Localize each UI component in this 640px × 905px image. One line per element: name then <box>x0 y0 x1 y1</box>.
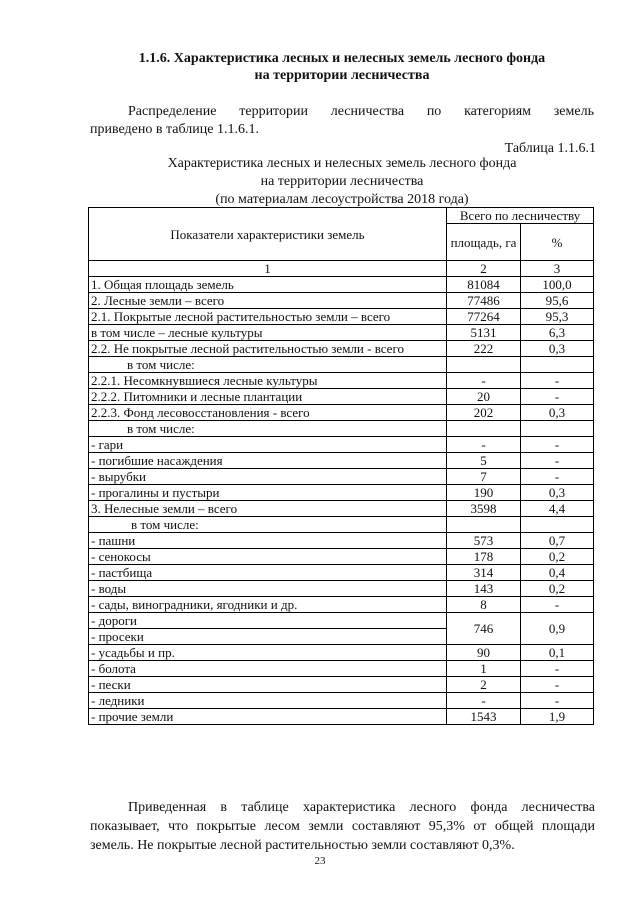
row-percent: 100,0 <box>521 277 594 293</box>
table-row <box>89 485 594 501</box>
table-number: Таблица 1.1.6.1 <box>504 141 596 156</box>
row-area: 77486 <box>447 293 521 309</box>
col-number: 2 <box>447 261 521 277</box>
row-label: - гари <box>89 437 447 453</box>
table-row <box>89 421 594 437</box>
row-label: 2.2.2. Питомники и лесные плантации <box>89 389 447 405</box>
land-characteristics-table <box>88 207 594 725</box>
row-label: 2.2.3. Фонд лесовосстановления - всего <box>89 405 447 421</box>
row-label: - ледники <box>89 693 447 709</box>
intro-paragraph <box>90 103 594 139</box>
row-percent: 0,3 <box>521 341 594 357</box>
row-label: в том числе: <box>89 357 447 373</box>
row-percent: 4,4 <box>521 501 594 517</box>
row-percent: 0,9 <box>521 613 594 645</box>
table-row <box>89 533 594 549</box>
row-area: 3598 <box>447 501 521 517</box>
row-area: 573 <box>447 533 521 549</box>
row-label: 3. Нелесные земли – всего <box>89 501 447 517</box>
row-area: 1543 <box>447 709 521 725</box>
row-area: 190 <box>447 485 521 501</box>
row-label: - воды <box>89 581 447 597</box>
header-indicator: Показатели характеристики земель <box>89 208 447 261</box>
table-row <box>89 565 594 581</box>
row-area <box>447 357 521 373</box>
row-label: - усадьбы и пр. <box>89 645 447 661</box>
row-area: 8 <box>447 597 521 613</box>
row-area: 746 <box>447 613 521 645</box>
intro-word: по <box>426 104 442 119</box>
header-percent: % <box>521 224 594 261</box>
row-label: - вырубки <box>89 469 447 485</box>
row-area <box>447 517 521 533</box>
row-label: 2.1. Покрытые лесной растительностью земли – всего <box>89 309 447 325</box>
row-area: 1 <box>447 661 521 677</box>
table-row <box>89 469 594 485</box>
row-percent: - <box>521 437 594 453</box>
table-row <box>89 549 594 565</box>
row-percent: - <box>521 469 594 485</box>
section-heading <box>90 50 594 84</box>
header-group: Всего по лесничеству <box>447 208 594 224</box>
row-percent: 6,3 <box>521 325 594 341</box>
intro-line2: приведено в таблице 1.1.6.1. <box>90 122 259 137</box>
table-row <box>89 645 594 661</box>
row-label: - прогалины и пустыри <box>89 485 447 501</box>
row-area <box>447 421 521 437</box>
row-label: - пастбища <box>89 565 447 581</box>
row-area: - <box>447 373 521 389</box>
row-percent: - <box>521 661 594 677</box>
intro-word: территории <box>239 104 308 119</box>
row-percent: 0,7 <box>521 533 594 549</box>
caption-line3: (по материалам лесоустройства 2018 года) <box>215 192 469 207</box>
row-percent <box>521 421 594 437</box>
table-row <box>89 677 594 693</box>
table-row <box>89 613 594 629</box>
table-row <box>89 501 594 517</box>
table-row <box>89 661 594 677</box>
row-label: в том числе: <box>89 421 447 437</box>
intro-word: земель <box>553 104 594 119</box>
caption-line2: на территории лесничества <box>260 174 424 189</box>
row-label: - сады, виноградники, ягодники и др. <box>89 597 447 613</box>
row-label: 2.2.1. Несомкнувшиеся лесные культуры <box>89 373 447 389</box>
row-percent: 0,2 <box>521 549 594 565</box>
row-label: 1. Общая площадь земель <box>89 277 447 293</box>
col-number: 3 <box>521 261 594 277</box>
row-label: в том числе: <box>89 517 447 533</box>
row-area: 77264 <box>447 309 521 325</box>
row-label: в том числе – лесные культуры <box>89 325 447 341</box>
row-area: 5131 <box>447 325 521 341</box>
row-percent: 0,2 <box>521 581 594 597</box>
row-area: - <box>447 693 521 709</box>
row-area: 143 <box>447 581 521 597</box>
row-area: 5 <box>447 453 521 469</box>
row-label: 2.2. Не покрытые лесной растительностью земли - всего <box>89 341 447 357</box>
row-area: 178 <box>447 549 521 565</box>
table-row <box>89 693 594 709</box>
header-area: площадь, га <box>447 224 521 261</box>
conclusion-paragraph <box>90 798 595 855</box>
table-row <box>89 373 594 389</box>
row-percent: 0,3 <box>521 405 594 421</box>
row-area: 222 <box>447 341 521 357</box>
table-row <box>89 357 594 373</box>
row-percent: 1,9 <box>521 709 594 725</box>
row-percent: 0,1 <box>521 645 594 661</box>
row-percent: - <box>521 693 594 709</box>
table-row <box>89 453 594 469</box>
table-row <box>89 597 594 613</box>
row-percent: - <box>521 453 594 469</box>
col-number: 1 <box>89 261 447 277</box>
row-area: 90 <box>447 645 521 661</box>
row-label: - болота <box>89 661 447 677</box>
row-percent: - <box>521 677 594 693</box>
row-label: - прочие земли <box>89 709 447 725</box>
section-heading-line2: на территории лесничества <box>254 68 430 83</box>
row-percent: 95,3 <box>521 309 594 325</box>
intro-line1 <box>90 103 594 121</box>
row-percent: - <box>521 389 594 405</box>
row-label: - пески <box>89 677 447 693</box>
table-row <box>89 325 594 341</box>
caption-line1: Характеристика лесных и нелесных земель лесного фонда <box>167 156 517 171</box>
section-heading-line1: 1.1.6. Характеристика лесных и нелесных земель лесного фонда <box>138 51 546 66</box>
row-percent: - <box>521 373 594 389</box>
row-label: - сенокосы <box>89 549 447 565</box>
table-row <box>89 437 594 453</box>
row-percent <box>521 517 594 533</box>
row-percent <box>521 357 594 373</box>
table-row <box>89 277 594 293</box>
row-area: 7 <box>447 469 521 485</box>
row-label: - погибшие насаждения <box>89 453 447 469</box>
row-area: - <box>447 437 521 453</box>
intro-word: Распределение <box>128 104 217 119</box>
table-row <box>89 581 594 597</box>
table-row <box>89 389 594 405</box>
row-area: 202 <box>447 405 521 421</box>
table-caption <box>90 155 594 209</box>
row-area: 20 <box>447 389 521 405</box>
conclusion-text: Приведенная в таблице характеристика лесного фонда лесничества показывает, что покрытые лесом земли составляют 95,3% от общей площади земель. Не покрытые лесной растительностью земли составляют 0,3%. <box>90 800 595 853</box>
intro-word: лесничества <box>330 104 405 119</box>
row-area: 2 <box>447 677 521 693</box>
row-label: 2. Лесные земли – всего <box>89 293 447 309</box>
table-row <box>89 293 594 309</box>
table-row <box>89 709 594 725</box>
row-percent: 0,4 <box>521 565 594 581</box>
row-area: 81084 <box>447 277 521 293</box>
intro-word: категориям <box>464 104 532 119</box>
page-number: 23 <box>314 855 326 867</box>
row-percent: 95,6 <box>521 293 594 309</box>
table-row <box>89 517 594 533</box>
table-row <box>89 405 594 421</box>
table-row <box>89 309 594 325</box>
row-label: - дороги <box>89 613 447 629</box>
row-label: - просеки <box>89 629 447 645</box>
row-percent: - <box>521 597 594 613</box>
row-label: - пашни <box>89 533 447 549</box>
row-percent: 0,3 <box>521 485 594 501</box>
table-row <box>89 341 594 357</box>
row-area: 314 <box>447 565 521 581</box>
